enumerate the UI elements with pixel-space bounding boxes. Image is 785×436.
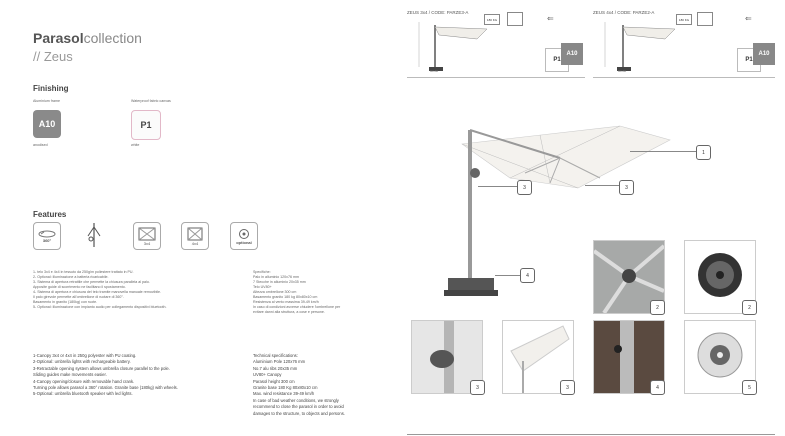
base-weight-badge: 180 KG — [676, 14, 692, 25]
fabric-code-badge: P1 — [545, 48, 569, 72]
washing-icon — [507, 12, 523, 26]
page-subtitle: // Zeus — [33, 49, 73, 64]
features-heading: Features — [33, 210, 67, 219]
callout-4: 4 — [520, 268, 535, 283]
base-weight-badge: 180 KG — [484, 14, 500, 25]
frame-label: Aluminium frame — [33, 99, 60, 103]
finishing-heading: Finishing — [33, 84, 69, 93]
model-3x4-panel — [407, 5, 585, 77]
arrow-icon: ⇐ — [547, 14, 554, 23]
italian-specifications: Specifiche: Palo in alluminio 120x76 mm 7 Stecche in alluminio 20x35 mm Telo UV80+ Altezza ombrellone 300 cm Basamento granito 180 kg 80x80x10 cm Resistenza al vento massima 39-49 km/h In caso di condizioni avverse chiudere l'ombrellone per evitare danni alla struttura, a cose e persone. — [253, 270, 341, 314]
fabric-weight-icon — [525, 12, 543, 24]
frame-code-badge: A10 — [753, 43, 775, 65]
frame-code-badge: A10 — [561, 43, 583, 65]
callout-2: 2 — [742, 300, 757, 315]
page-title: Parasolcollection — [33, 30, 142, 46]
feature-crank-icon — [81, 222, 107, 248]
italian-description: 1- telo 3x4 e 4x4 in tessuto da 250g/m poliestere trattato in PU. 2- Optional: illuminazione a batteria ricaricabile. 3- Sistema di apertura retrattile che permette la chiusura parallela al palo. Apposite guide di scorrimento ne facilitano il spostamento. 4- Sistema di apertura e chiusura del telo tramite manovella manuale removibile. Il palo girevole permette all'ombrellone di ruotare di 360°. Basamento in granito (180kg) con ruote. 5- Optional: illuminazione con impianto audio per collegamento dispositivi bluetooth. — [33, 270, 167, 309]
canvas-label: Waterproof fabric canvas — [131, 99, 171, 103]
callout-3: 3 — [470, 380, 485, 395]
base-size-label: 80x80 — [618, 69, 627, 73]
feature-lights-optional-icon: optional — [230, 222, 258, 250]
fabric-weight-icon — [715, 12, 733, 24]
callout-4: 4 — [650, 380, 665, 395]
model-4x4-panel — [593, 5, 775, 77]
bottom-divider — [407, 434, 775, 435]
feature-4x4-icon: 4x4 — [181, 222, 209, 250]
washing-icon — [697, 12, 713, 26]
callout-1: 1 — [696, 145, 711, 160]
english-specifications: Technical specifications: Aluminium Pole 120x76 mm No.7 alu ribs 20x35 mm UV80+ Canopy Parasol height 300 cm Granite base 180 Kg 80x80x10 cm Max. wind resistance 39-49 km/h In case of bad weather conditions, we strongly recommend to close the parasol in order to avoid damages to the structure, to objects and persons. — [253, 353, 345, 416]
fabric-code-badge: P1 — [737, 48, 761, 72]
callout-3: 3 — [517, 180, 532, 195]
feature-rotation-icon: 360° — [33, 222, 61, 250]
model-code: ZEUS 3x4 / CODE: PARZE3-A — [407, 10, 469, 15]
canvas-swatch: P1 — [131, 110, 161, 140]
canvas-name: white — [131, 143, 140, 147]
parasol-side-diagram-icon — [593, 17, 703, 77]
callout-5: 5 — [742, 380, 757, 395]
feature-3x4-icon: 3x4 — [133, 222, 161, 250]
callout-3: 3 — [560, 380, 575, 395]
frame-swatch: A10 — [33, 110, 61, 138]
model-code: ZEUS 4x4 / CODE: PARZE2-A — [593, 10, 655, 15]
english-description: 1-Canopy 3x4 or 4x4 in 250g polyester with PU coating. 2-Optional: umbrella lights with rechargeable battery. 3-Retractable opening system allows umbrella closure parallel to the pole. Sliding guides make movements easier. 4-Canopy opening/closure with removable hand crank. Turning pole allows parasol a 360° rotation. Granite base (180kg) with wheels. 5-Optional: umbrella bluetooth speaker with led lights. — [33, 353, 178, 397]
frame-name: anodised — [33, 143, 48, 147]
callout-2: 2 — [650, 300, 665, 315]
divider — [407, 77, 585, 78]
divider — [593, 77, 775, 78]
base-size-label: 80x80 — [430, 69, 439, 73]
arrow-icon: ⇐ — [745, 14, 752, 23]
callout-3: 3 — [619, 180, 634, 195]
parasol-side-diagram-icon — [407, 17, 517, 77]
